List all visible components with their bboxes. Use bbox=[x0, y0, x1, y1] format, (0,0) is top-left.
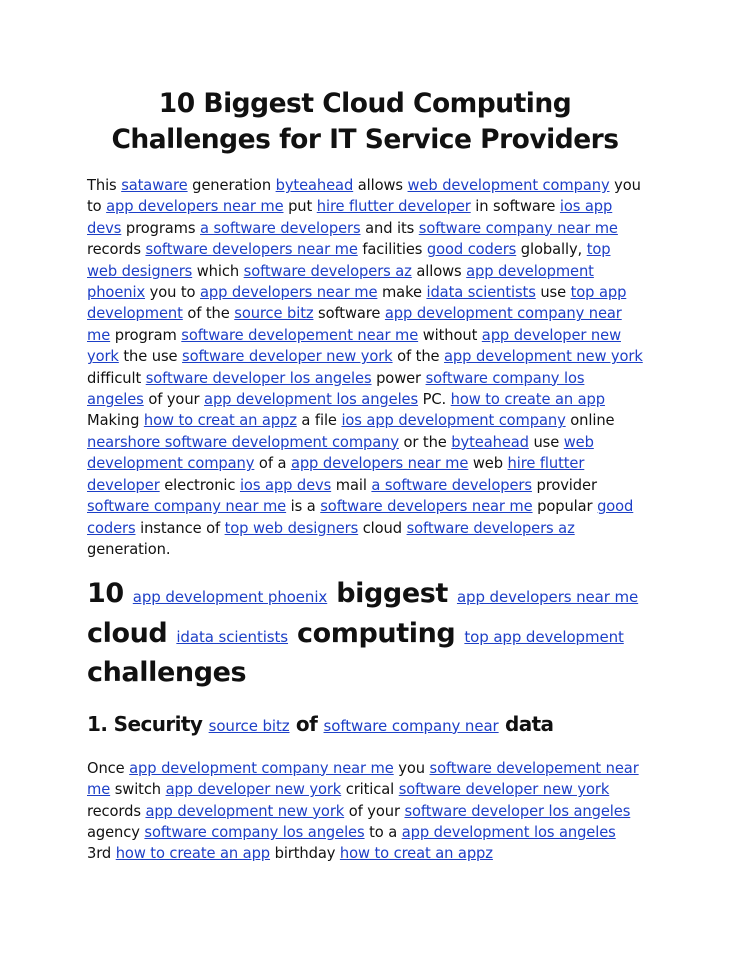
text-run: use bbox=[528, 433, 564, 451]
text-run: This bbox=[87, 177, 122, 194]
inline-link[interactable]: idata scientists bbox=[176, 627, 289, 646]
inline-link[interactable]: source bitz bbox=[234, 305, 314, 323]
inline-link[interactable]: top app development bbox=[87, 284, 627, 323]
text-run: records bbox=[87, 241, 146, 259]
inline-link[interactable]: hire flutter developer bbox=[87, 455, 585, 494]
text-run: Making bbox=[87, 412, 144, 430]
text-run: mail bbox=[331, 476, 372, 494]
text-run: the use bbox=[118, 348, 183, 366]
text-run: facilities bbox=[357, 241, 427, 259]
text-run: popular bbox=[532, 498, 598, 516]
text-run: generation bbox=[187, 177, 276, 194]
inline-link[interactable]: software company near me bbox=[418, 219, 618, 237]
inline-link[interactable]: app development los angeles bbox=[204, 391, 419, 409]
inline-link[interactable]: top web designers bbox=[224, 519, 359, 537]
text-run: software bbox=[313, 305, 385, 323]
inline-link[interactable]: software developers az bbox=[406, 519, 575, 537]
inline-link[interactable]: byteahead bbox=[451, 433, 529, 451]
inline-link[interactable]: software developers near me bbox=[320, 498, 533, 516]
text-run: PC. bbox=[418, 391, 451, 409]
text-run: provider bbox=[531, 476, 597, 494]
inline-link[interactable]: byteahead bbox=[275, 177, 354, 194]
text-run: put bbox=[283, 198, 317, 216]
text-run: cloud bbox=[358, 519, 407, 537]
text-run: computing bbox=[288, 617, 465, 649]
text-run: critical bbox=[341, 781, 399, 799]
text-run: which bbox=[192, 262, 244, 280]
text-run: and its bbox=[360, 219, 419, 237]
text-run: program bbox=[110, 326, 182, 344]
page-title: 10 Biggest Cloud Computing Challenges for IT Service Providers bbox=[111, 88, 619, 155]
inline-link[interactable]: how to create an app bbox=[450, 391, 605, 409]
inline-link[interactable]: app development new york bbox=[145, 802, 345, 820]
text-run: programs bbox=[121, 219, 200, 237]
text-run: difficult bbox=[87, 369, 146, 387]
text-run: agency bbox=[87, 824, 145, 842]
text-run: you bbox=[393, 759, 430, 777]
inline-link[interactable]: app developers near me bbox=[290, 455, 469, 473]
text-run: of your bbox=[143, 391, 205, 409]
text-run: you to bbox=[145, 284, 200, 302]
inline-link[interactable]: a software developers bbox=[200, 219, 361, 237]
text-run: allows bbox=[411, 262, 467, 280]
inline-link[interactable]: software company near me bbox=[87, 498, 287, 516]
inline-link[interactable]: app development phoenix bbox=[132, 588, 328, 607]
inline-link[interactable]: ios app development company bbox=[341, 412, 566, 430]
inline-link[interactable]: app development company near me bbox=[87, 305, 622, 344]
text-run: 1. Security bbox=[87, 711, 209, 736]
text-run: cloud bbox=[87, 617, 177, 649]
inline-link[interactable]: software developement near me bbox=[87, 759, 639, 799]
text-run: in software bbox=[470, 198, 560, 216]
inline-link[interactable]: ios app devs bbox=[87, 198, 613, 237]
text-run: without bbox=[418, 326, 482, 344]
inline-link[interactable]: web development company bbox=[407, 177, 610, 194]
inline-link[interactable]: software developer los angeles bbox=[404, 802, 631, 820]
section-heading bbox=[87, 576, 643, 692]
text-run: generation. bbox=[87, 540, 171, 558]
text-run: web bbox=[468, 455, 508, 473]
text-run: is a bbox=[286, 498, 321, 516]
inline-link[interactable]: software company near bbox=[323, 716, 499, 735]
inline-link[interactable]: top app development bbox=[464, 627, 624, 646]
inline-link[interactable]: how to creat an appz bbox=[143, 412, 297, 430]
text-run: switch bbox=[110, 781, 166, 799]
inline-link[interactable]: idata scientists bbox=[426, 284, 536, 302]
inline-link[interactable]: app developers near me bbox=[106, 198, 284, 216]
text-run: you to bbox=[87, 177, 641, 216]
inline-link[interactable]: a software developers bbox=[371, 476, 532, 494]
inline-link[interactable]: software company los angeles bbox=[87, 369, 585, 409]
subsection-heading-security bbox=[87, 711, 643, 739]
text-run: 3rd bbox=[87, 845, 116, 863]
text-run: power bbox=[371, 369, 426, 387]
text-run: instance of bbox=[135, 519, 225, 537]
text-run: use bbox=[535, 284, 571, 302]
inline-link[interactable]: app developers near me bbox=[200, 284, 378, 302]
inline-link[interactable]: app developers near me bbox=[456, 588, 639, 607]
inline-link[interactable]: app developer new york bbox=[87, 326, 621, 366]
inline-link[interactable]: software company los angeles bbox=[144, 824, 365, 842]
inline-link[interactable]: ios app devs bbox=[239, 476, 332, 494]
inline-link[interactable]: good coders bbox=[426, 241, 517, 259]
text-run: of a bbox=[254, 455, 291, 473]
inline-link[interactable]: software developer new york bbox=[182, 348, 393, 366]
text-run: of bbox=[289, 711, 324, 736]
text-run: challenges bbox=[87, 657, 247, 689]
inline-link[interactable]: nearshore software development company bbox=[87, 433, 399, 451]
inline-link[interactable]: app development company near me bbox=[129, 759, 394, 777]
text-run: online bbox=[565, 412, 615, 430]
text-run: a file bbox=[296, 412, 342, 430]
text-run: 10 bbox=[87, 578, 133, 610]
text-run: or the bbox=[398, 433, 452, 451]
inline-link[interactable]: web development company bbox=[87, 433, 594, 473]
text-run: biggest bbox=[327, 578, 457, 610]
text-run: records bbox=[87, 802, 146, 820]
security-paragraph bbox=[87, 758, 643, 865]
inline-link[interactable]: source bitz bbox=[208, 716, 290, 735]
text-run: globally, bbox=[516, 241, 587, 259]
text-run: data bbox=[498, 711, 554, 736]
inline-link[interactable]: software developer new york bbox=[398, 781, 610, 799]
intro-paragraph bbox=[87, 175, 643, 560]
inline-link[interactable]: sataware bbox=[121, 177, 188, 194]
text-run: of your bbox=[344, 802, 405, 820]
document-page bbox=[87, 86, 643, 865]
inline-link[interactable]: app development phoenix bbox=[87, 262, 594, 302]
text-run: of the bbox=[392, 348, 445, 366]
text-run: to a bbox=[364, 824, 402, 842]
inline-link[interactable]: software developement near me bbox=[181, 326, 419, 344]
text-run: allows bbox=[353, 177, 408, 194]
text-run: Once bbox=[87, 759, 130, 777]
inline-link[interactable]: hire flutter developer bbox=[316, 198, 471, 216]
inline-link[interactable]: app development new york bbox=[444, 348, 643, 366]
inline-link[interactable]: app development los angeles bbox=[401, 824, 616, 842]
inline-link[interactable]: good coders bbox=[87, 498, 634, 537]
text-run: of the bbox=[182, 305, 235, 323]
text-run: electronic bbox=[159, 476, 240, 494]
inline-link[interactable]: how to creat an appz bbox=[339, 845, 493, 863]
inline-link[interactable]: how to create an app bbox=[115, 845, 271, 863]
inline-link[interactable]: top web designers bbox=[87, 241, 611, 280]
text-run: make bbox=[377, 284, 427, 302]
inline-link[interactable]: software developers az bbox=[243, 262, 412, 280]
inline-link[interactable]: software developers near me bbox=[145, 241, 358, 259]
text-run: birthday bbox=[270, 845, 340, 863]
inline-link[interactable]: app developer new york bbox=[165, 781, 342, 799]
inline-link[interactable]: software developer los angeles bbox=[145, 369, 372, 387]
